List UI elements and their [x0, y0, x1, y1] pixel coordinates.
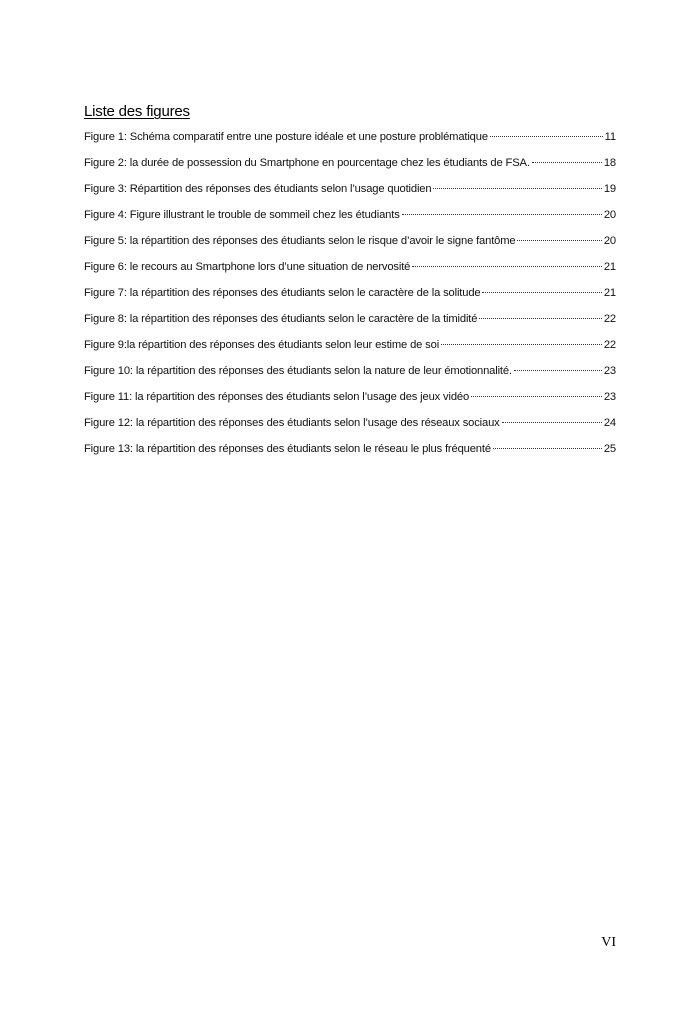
dot-leader	[490, 136, 603, 137]
figure-entry[interactable]	[84, 384, 616, 410]
dot-leader	[441, 344, 602, 345]
figure-entry[interactable]	[84, 436, 616, 462]
figure-page-number: 23	[603, 365, 616, 377]
dot-leader	[502, 422, 602, 423]
figure-entry[interactable]	[84, 332, 616, 358]
figure-entry[interactable]	[84, 228, 616, 254]
figure-title: Figure 1: Schéma comparatif entre une posture idéale et une posture problématique	[84, 131, 488, 143]
list-of-figures-heading: Liste des figures	[84, 103, 190, 120]
figure-title: Figure 7: la répartition des réponses des étudiants selon le caractère de la solitude	[84, 287, 481, 299]
figure-page-number: 25	[603, 443, 616, 455]
figure-page-number: 21	[603, 261, 616, 273]
figure-entry[interactable]	[84, 280, 616, 306]
figure-entry[interactable]	[84, 358, 616, 384]
figure-title: Figure 2: la durée de possession du Smartphone en pourcentage chez les étudiants de FSA.	[84, 157, 530, 169]
dot-leader	[412, 266, 602, 267]
figure-title: Figure 9:la répartition des réponses des étudiants selon leur estime de soi	[84, 339, 440, 351]
figure-entry[interactable]	[84, 254, 616, 280]
figure-title: Figure 11: la répartition des réponses des étudiants selon l’usage des jeux vidéo	[84, 391, 470, 403]
dot-leader	[402, 214, 602, 215]
figure-entry[interactable]	[84, 202, 616, 228]
dot-leader	[517, 240, 601, 241]
figure-page-number: 22	[603, 339, 616, 351]
figure-page-number: 21	[603, 287, 616, 299]
figure-entry[interactable]	[84, 410, 616, 436]
figure-entry[interactable]	[84, 150, 616, 176]
figure-title: Figure 3: Répartition des réponses des étudiants selon l’usage quotidien	[84, 183, 432, 195]
figure-title: Figure 10: la répartition des réponses des étudiants selon la nature de leur émotionnalité.	[84, 365, 512, 377]
figure-page-number: 11	[604, 131, 616, 143]
figure-title: Figure 4: Figure illustrant le trouble de sommeil chez les étudiants	[84, 209, 400, 221]
figure-page-number: 20	[603, 209, 616, 221]
figure-title: Figure 8: la répartition des réponses des étudiants selon le caractère de la timidité	[84, 313, 478, 325]
dot-leader	[433, 188, 601, 189]
dot-leader	[493, 448, 602, 449]
dot-leader	[479, 318, 602, 319]
dot-leader	[471, 396, 602, 397]
figure-page-number: 20	[603, 235, 616, 247]
figure-page-number: 18	[603, 157, 616, 169]
figure-page-number: 23	[603, 391, 616, 403]
figure-title: Figure 5: la répartition des réponses des étudiants selon le risque d’avoir le signe fantôme	[84, 235, 516, 247]
figure-title: Figure 12: la répartition des réponses des étudiants selon l’usage des réseaux sociaux	[84, 417, 500, 429]
dot-leader	[482, 292, 601, 293]
figure-page-number: 22	[603, 313, 616, 325]
dot-leader	[532, 162, 602, 163]
figures-list	[84, 124, 616, 462]
figure-entry[interactable]	[84, 306, 616, 332]
figure-entry[interactable]	[84, 124, 616, 150]
figure-title: Figure 6: le recours au Smartphone lors d’une situation de nervosité	[84, 261, 411, 273]
figure-page-number: 19	[603, 183, 616, 195]
page-folio: VI	[601, 935, 616, 950]
dot-leader	[514, 370, 602, 371]
figure-title: Figure 13: la répartition des réponses des étudiants selon le réseau le plus fréquenté	[84, 443, 491, 455]
figure-page-number: 24	[603, 417, 616, 429]
figure-entry[interactable]	[84, 176, 616, 202]
